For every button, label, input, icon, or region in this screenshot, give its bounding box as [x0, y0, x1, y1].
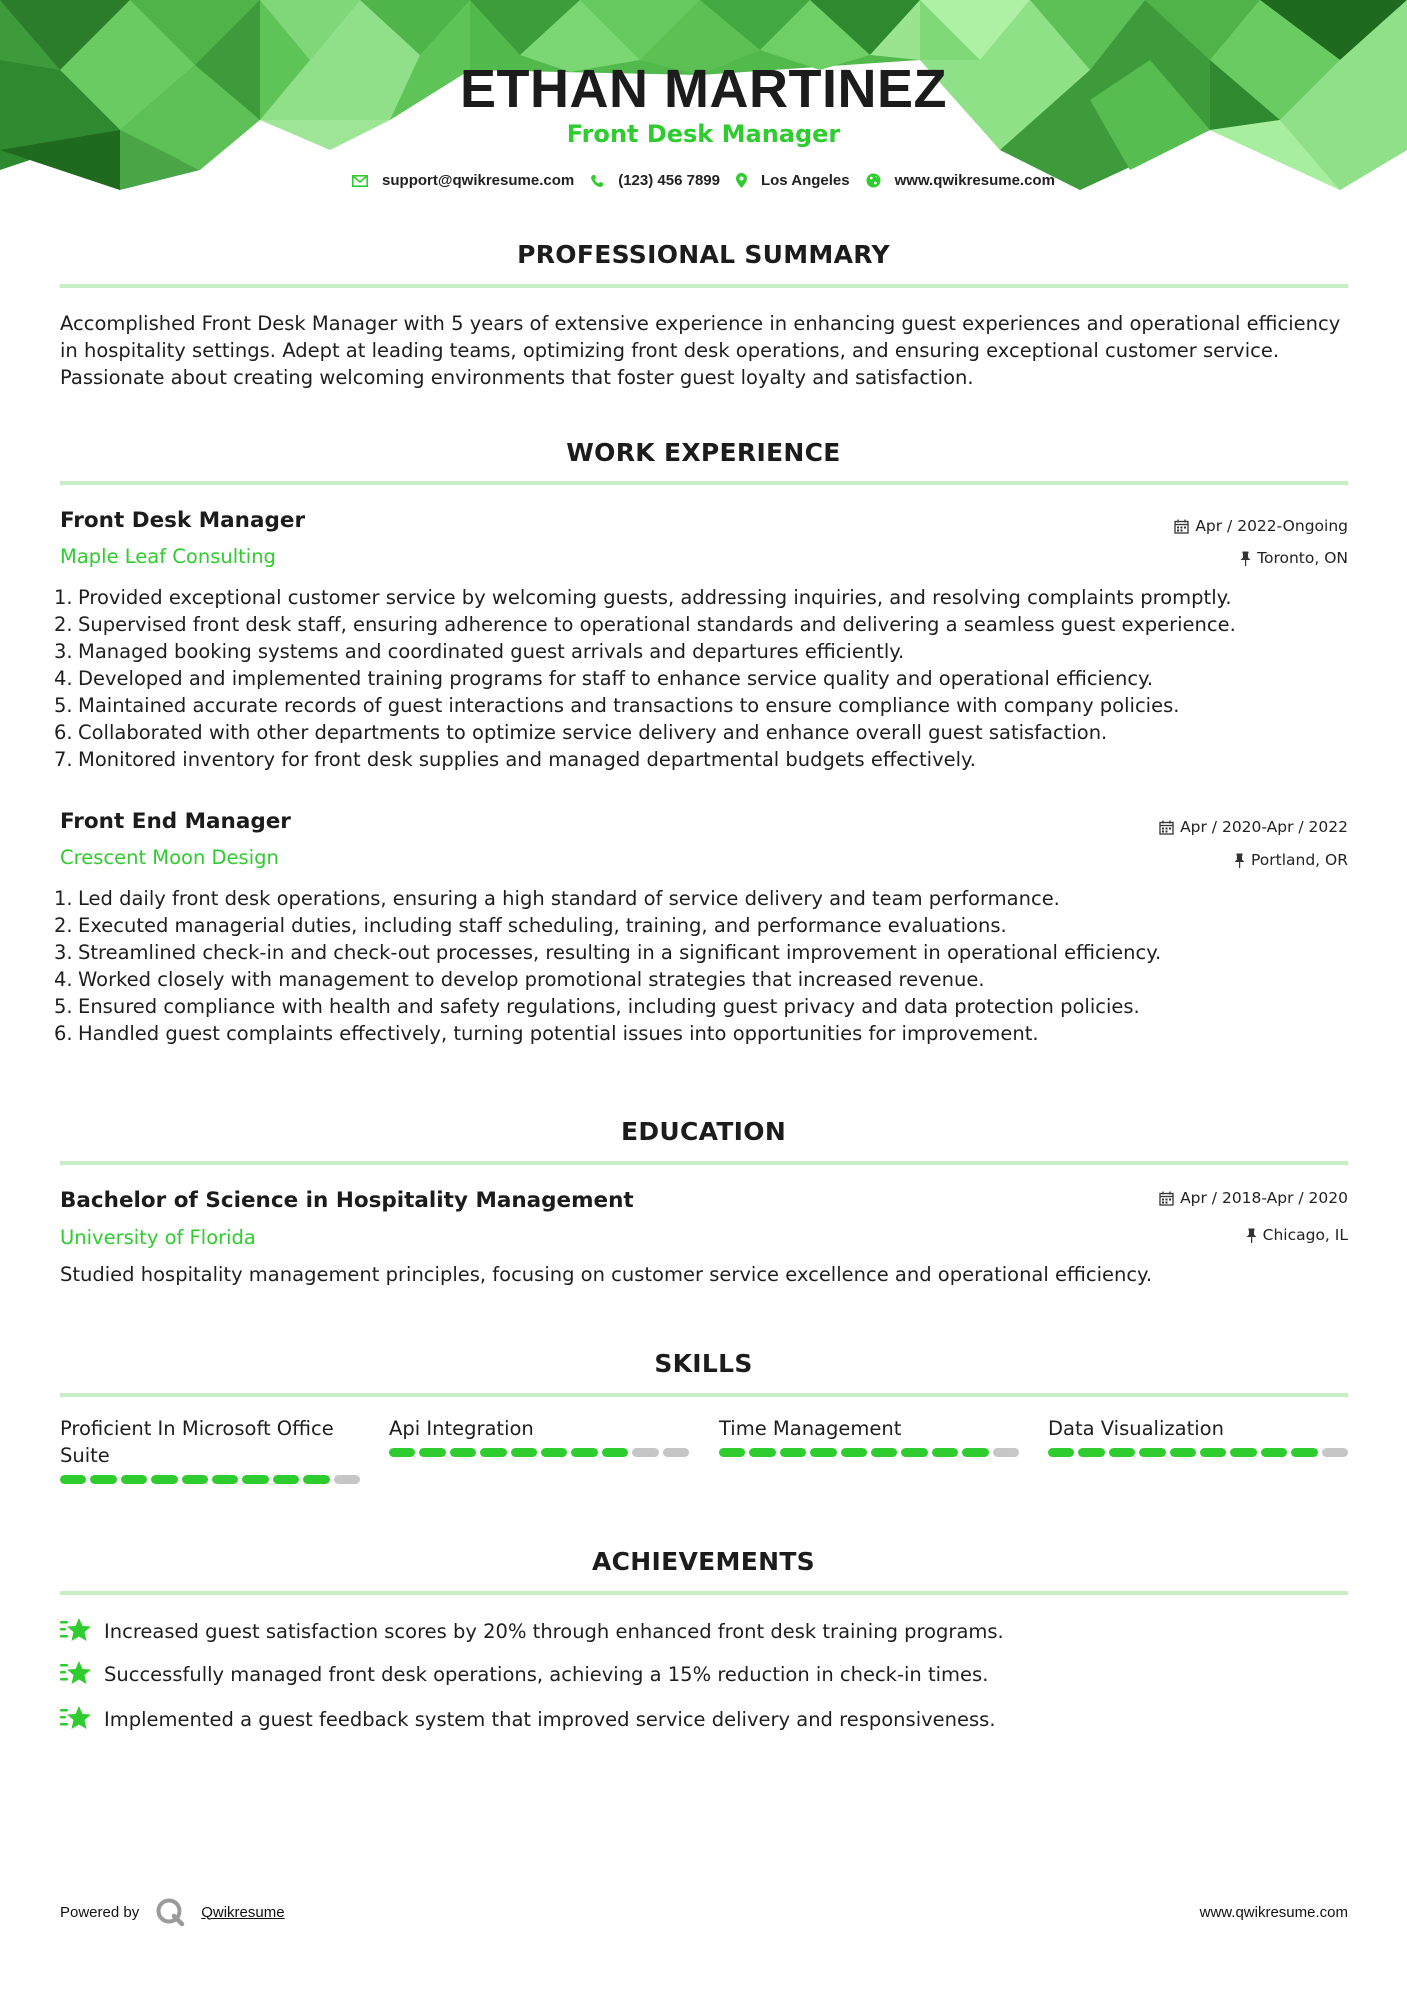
list-item: 2. Executed managerial duties, including staff scheduling, training, and performance evaluations.	[54, 914, 1007, 937]
skill-segment-filled	[182, 1475, 208, 1484]
education-divider	[60, 1161, 1348, 1165]
skill-segment-empty	[632, 1448, 658, 1457]
bullet-text: Ensured compliance with health and safety regulations, including guest privacy and data protection policies.	[78, 995, 1140, 1018]
skill-segment-filled	[871, 1448, 897, 1457]
skill-segment-filled	[60, 1475, 86, 1484]
education-description: Studied hospitality management principles, focusing on customer service excellence and operational efficiency.	[60, 1263, 1153, 1286]
skill-level-bar	[719, 1448, 1019, 1457]
experience-divider	[60, 481, 1348, 485]
skill-segment-filled	[303, 1475, 329, 1484]
bullet-text: Maintained accurate records of guest interactions and transactions to ensure compliance with company policies.	[78, 694, 1180, 717]
list-item: 6. Collaborated with other departments to optimize service delivery and enhance overall guest satisfaction.	[54, 721, 1108, 744]
skill-name: Time Management	[719, 1417, 902, 1440]
education-heading: EDUCATION	[620, 1117, 787, 1146]
list-item: 2. Supervised front desk staff, ensuring adherence to operational standards and delivering a seamless guest experience.	[54, 613, 1236, 636]
skill-segment-filled	[121, 1475, 147, 1484]
summary-text: Accomplished Front Desk Manager with 5 years of extensive experience in enhancing guest experiences and operational efficiency in hospitality settings. Adept at leading teams, optimizing front desk operations, and ensuring exceptional customer service. Passionate about creating welcoming environments that foster guest loyalty and satisfaction.	[60, 312, 1341, 389]
contact-location	[736, 172, 850, 189]
envelope-icon	[352, 175, 368, 187]
skill-name: Api Integration	[389, 1417, 534, 1440]
bullet-text: Monitored inventory for front desk supplies and managed departmental budgets effectively.	[78, 748, 976, 771]
footer-website[interactable]: www.qwikresume.com	[1199, 1903, 1348, 1921]
list-item: 3. Streamlined check-in and check-out processes, resulting in a significant improvement in operational efficiency.	[54, 941, 1162, 964]
bullet-text: Provided exceptional customer service by welcoming guests, addressing inquiries, and resolving complaints promptly.	[78, 586, 1232, 609]
globe-icon	[866, 173, 881, 188]
skill-segment-filled	[901, 1448, 927, 1457]
skill-segment-filled	[932, 1448, 958, 1457]
contact-phone[interactable]	[590, 172, 720, 189]
email-text: support@qwikresume.com	[382, 172, 575, 189]
summary-heading: PROFESSIONAL SUMMARY	[517, 240, 890, 269]
education-location-text: Chicago, IL	[1262, 1226, 1348, 1244]
calendar-icon	[1159, 820, 1174, 835]
list-item: 4. Developed and implemented training programs for staff to enhance service quality and operational efficiency.	[54, 667, 1154, 690]
summary-divider	[60, 284, 1348, 288]
achievement-text: Implemented a guest feedback system that improved service delivery and responsiveness.	[104, 1707, 996, 1731]
job-title: Front Desk Manager	[60, 508, 306, 533]
school-name: University of Florida	[60, 1226, 256, 1249]
bullet-text: Worked closely with management to develop promotional strategies that increased revenue.	[78, 968, 985, 991]
skill-segment-filled	[1048, 1448, 1074, 1457]
experience-heading: WORK EXPERIENCE	[566, 438, 841, 467]
star-award-icon	[60, 1659, 92, 1689]
star-award-icon	[60, 1616, 92, 1646]
skill-segment-filled	[1139, 1448, 1165, 1457]
bullet-text: Collaborated with other departments to optimize service delivery and enhance overall guest satisfaction.	[78, 721, 1108, 744]
skill-segment-filled	[541, 1448, 567, 1457]
website-text: www.qwikresume.com	[894, 172, 1055, 189]
achievement-text: Increased guest satisfaction scores by 20% through enhanced front desk training programs.	[104, 1619, 1004, 1643]
list-item: 3. Managed booking systems and coordinated guest arrivals and departures efficiently.	[54, 640, 905, 663]
list-item: 6. Handled guest complaints effectively, turning potential issues into opportunities for improvement.	[54, 1022, 1039, 1045]
skill-name: Data Visualization	[1048, 1417, 1224, 1440]
job-dates	[1159, 818, 1348, 836]
skills-divider	[60, 1393, 1348, 1397]
job-dates-text: Apr / 2020-Apr / 2022	[1180, 818, 1348, 836]
skill-segment-filled	[511, 1448, 537, 1457]
skill-segment-filled	[749, 1448, 775, 1457]
achievement-text: Successfully managed front desk operations, achieving a 15% reduction in check-in times.	[104, 1662, 989, 1686]
skill-segment-empty	[1322, 1448, 1348, 1457]
calendar-icon	[1174, 519, 1189, 534]
job-location	[1240, 549, 1348, 567]
skill-segment-filled	[450, 1448, 476, 1457]
company-name: Crescent Moon Design	[60, 846, 279, 869]
list-item: 1. Led daily front desk operations, ensuring a high standard of service delivery and team performance.	[54, 887, 1060, 910]
skill-segment-filled	[419, 1448, 445, 1457]
skill-level-bar	[1048, 1448, 1348, 1457]
bullet-text: Handled guest complaints effectively, turning potential issues into opportunities for improvement.	[78, 1022, 1039, 1045]
skill-segment-filled	[90, 1475, 116, 1484]
bullet-text: Supervised front desk staff, ensuring adherence to operational standards and delivering a seamless guest experience.	[78, 613, 1236, 636]
list-item: 7. Monitored inventory for front desk supplies and managed departmental budgets effectively.	[54, 748, 976, 771]
skill-segment-empty	[663, 1448, 689, 1457]
skills-heading: SKILLS	[654, 1349, 753, 1378]
list-item: 4. Worked closely with management to develop promotional strategies that increased revenue.	[54, 968, 985, 991]
skill-item	[1048, 1415, 1348, 1457]
skill-segment-filled	[602, 1448, 628, 1457]
contact-email[interactable]	[352, 172, 574, 189]
footer	[60, 1897, 1348, 1927]
achievement-item	[60, 1704, 996, 1734]
achievement-item	[60, 1659, 988, 1689]
skill-segment-filled	[719, 1448, 745, 1457]
skill-segment-filled	[1109, 1448, 1135, 1457]
list-item: 5. Ensured compliance with health and safety regulations, including guest privacy and data protection policies.	[54, 995, 1140, 1018]
skill-segment-filled	[1230, 1448, 1256, 1457]
education-dates	[1159, 1189, 1348, 1207]
skill-segment-empty	[993, 1448, 1019, 1457]
skill-segment-filled	[273, 1475, 299, 1484]
job-location-text: Portland, OR	[1250, 851, 1348, 869]
contact-bar	[0, 172, 1407, 189]
education-location	[1246, 1226, 1348, 1244]
star-award-icon	[60, 1704, 92, 1734]
skill-item	[719, 1415, 1019, 1457]
achievement-item	[60, 1616, 1004, 1646]
skill-level-bar	[389, 1448, 689, 1457]
skill-segment-filled	[1078, 1448, 1104, 1457]
location-text: Los Angeles	[760, 172, 850, 189]
degree-title: Bachelor of Science in Hospitality Management	[60, 1188, 634, 1213]
powered-by-label: Powered by	[60, 1903, 140, 1921]
candidate-name: ETHAN MARTINEZ	[460, 59, 947, 119]
skill-segment-filled	[1170, 1448, 1196, 1457]
job-bullet-list	[46, 885, 1346, 1047]
bullet-text: Led daily front desk operations, ensuring a high standard of service delivery and team performance.	[78, 887, 1060, 910]
skill-segment-filled	[571, 1448, 597, 1457]
skill-segment-filled	[780, 1448, 806, 1457]
skill-segment-filled	[151, 1475, 177, 1484]
job-dates-text: Apr / 2022-Ongoing	[1195, 517, 1348, 535]
skill-segment-filled	[389, 1448, 415, 1457]
skill-segment-filled	[242, 1475, 268, 1484]
skill-segment-filled	[1200, 1448, 1226, 1457]
bullet-text: Managed booking systems and coordinated guest arrivals and departures efficiently.	[78, 640, 905, 663]
skill-segment-filled	[1291, 1448, 1317, 1457]
phone-icon	[590, 174, 604, 188]
bullet-text: Executed managerial duties, including staff scheduling, training, and performance evaluations.	[78, 914, 1007, 937]
list-item: 1. Provided exceptional customer service by welcoming guests, addressing inquiries, and resolving complaints promptly.	[54, 586, 1232, 609]
skill-level-bar	[60, 1475, 360, 1484]
job-location	[1234, 851, 1348, 869]
skill-segment-filled	[962, 1448, 988, 1457]
achievements-divider	[60, 1591, 1348, 1595]
candidate-role: Front Desk Manager	[566, 120, 841, 148]
skill-name: Proficient In Microsoft Office Suite	[60, 1417, 334, 1467]
qwikresume-logo-icon	[155, 1897, 185, 1927]
bullet-text: Developed and implemented training programs for staff to enhance service quality and operational efficiency.	[78, 667, 1154, 690]
list-item: 5. Maintained accurate records of guest interactions and transactions to ensure compliance with company policies.	[54, 694, 1180, 717]
calendar-icon	[1159, 1191, 1174, 1206]
skill-segment-filled	[212, 1475, 238, 1484]
job-bullet-list	[46, 584, 1346, 773]
pushpin-icon	[1234, 853, 1245, 868]
contact-website[interactable]	[866, 172, 1055, 189]
skill-segment-filled	[841, 1448, 867, 1457]
skill-segment-empty	[334, 1475, 360, 1484]
company-name: Maple Leaf Consulting	[60, 545, 276, 568]
education-dates-text: Apr / 2018-Apr / 2020	[1180, 1189, 1348, 1207]
job-dates	[1174, 517, 1348, 535]
map-pin-icon	[736, 173, 747, 188]
skill-item	[60, 1415, 360, 1484]
skill-segment-filled	[480, 1448, 506, 1457]
pushpin-icon	[1246, 1228, 1257, 1243]
skill-item	[389, 1415, 689, 1457]
job-location-text: Toronto, ON	[1257, 549, 1348, 567]
bullet-text: Streamlined check-in and check-out processes, resulting in a significant improvement in operational efficiency.	[78, 941, 1162, 964]
brand-link[interactable]: Qwikresume	[201, 1903, 285, 1921]
phone-text: (123) 456 7899	[618, 172, 720, 189]
achievements-heading: ACHIEVEMENTS	[592, 1547, 815, 1576]
skill-segment-filled	[1261, 1448, 1287, 1457]
job-title: Front End Manager	[60, 809, 291, 834]
pushpin-icon	[1240, 551, 1251, 566]
skill-segment-filled	[810, 1448, 836, 1457]
